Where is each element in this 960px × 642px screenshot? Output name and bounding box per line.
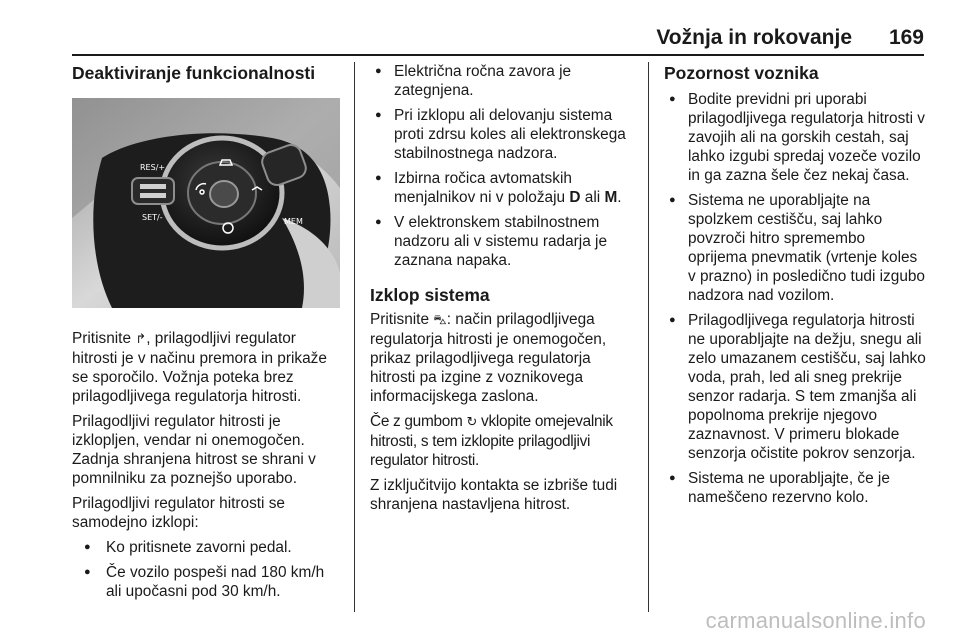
paragraph-ignition-off: Z izključitvijo kontakta se izbriše tudi shranjena nastavljena hitrost.: [370, 477, 618, 513]
column-3: [664, 62, 928, 513]
list-item: ● Izbirna ročica avtomatskih menjalnikov ni v položaju D ali M.: [370, 169, 636, 207]
paragraph-auto-off: Prilagodljivi regulator hitrosti se samodejno izklopi:: [72, 495, 285, 531]
res-label: RES/+: [140, 163, 166, 172]
column-divider-1: [354, 62, 355, 612]
paragraph-speed-limiter: Če z gumbom ↻ vklopite omejevalnik hitrosti, s tem izklopite prilagodljivi regulator hitrosti.: [370, 413, 613, 469]
auto-off-list: [72, 538, 342, 601]
page-header: [72, 24, 924, 52]
list-item: ● Pri izklopu ali delovanju sistema proti zdrsu koles ali elektronskega stabilnostnega nadzora.: [370, 106, 636, 163]
mem-label: MEM: [284, 217, 303, 226]
auto-off-list-continued: [370, 62, 636, 270]
paragraph-pause: Pritisnite ↱, prilagodljivi regulator hitrosti je v načinu premora in prikaže se sporočilo. Vožnja poteka brez prilagodljivega regulatorja hitrosti.: [72, 330, 327, 405]
page-number: 169: [888, 26, 924, 49]
watermark: carmanualsonline.info: [705, 608, 926, 633]
column-divider-2: [648, 62, 649, 612]
header-title: Vožnja in rokovanje: [656, 26, 852, 49]
list-item: ● Električna ročna zavora je zategnjena.: [370, 62, 636, 100]
list-item: ● Prilagodljivega regulatorja hitrosti ne uporabljajte na dežju, snegu ali zelo umazanem cestišču, saj lahko voda, prah, led ali sneg prekrije senzor radarja. S tem zmanjša ali popolnoma prekrije njegovo zaznavnost. V primeru blokade senzorja očistite pokrov senzorja.: [664, 311, 928, 463]
cruise-pause-icon: ↱: [135, 332, 147, 347]
section-heading-system-off: Izklop sistema: [370, 285, 490, 305]
list-item: ● Sistema ne uporabljajte na spolzkem cestišču, saj lahko povzroči hitro spremembo oprijema pnevmatik (vrtenje koles v prazno) in posledično tudi izgubo nadzora nad vozilom.: [664, 191, 928, 305]
speed-limiter-icon: ↻: [466, 415, 478, 430]
paragraph-switched-off: Prilagodljivi regulator hitrosti je izklopljen, vendar ni onemogočen. Zadnja shranjena hitrost se shrani v pomnilniku za poznejšo uporabo.: [72, 413, 316, 487]
list-item: ● Bodite previdni pri uporabi prilagodljivega regulatorja hitrosti v zavojih ali na gorskih cestah, saj lahko izgubi spredaj vozeče vozilo in ga zazna šele čez nekaj časa.: [664, 90, 928, 185]
section-heading-driver-attention: Pozornost voznika: [664, 63, 819, 83]
paragraph-disable: Pritisnite ⛍: način prilagodljivega regulatorja hitrosti je onemogočen, prikaz prilagodljivega regulatorja hitrosti pa izgine z voznikovega informacijskega zaslona.: [370, 311, 607, 405]
list-item: ● Sistema ne uporabljajte, če je nameščeno rezervno kolo.: [664, 469, 928, 507]
steering-wheel-controls-photo: [72, 98, 340, 308]
cruise-disable-icon: ⛍: [433, 313, 447, 328]
attention-list: [664, 90, 928, 507]
set-label: SET/-: [142, 213, 163, 222]
column-2: [370, 62, 636, 520]
list-item: ● V elektronskem stabilnostnem nadzoru ali v sistemu radarja je zaznana napaka.: [370, 213, 636, 270]
list-item: ● Ko pritisnete zavorni pedal.: [72, 538, 342, 557]
header-rule: [72, 54, 924, 56]
column-1: [72, 62, 342, 607]
section-heading-deactivate: Deaktiviranje funkcionalnosti: [72, 63, 316, 83]
list-item: ● Če vozilo pospeši nad 180 km/h ali upočasni pod 30 km/h.: [72, 563, 342, 601]
